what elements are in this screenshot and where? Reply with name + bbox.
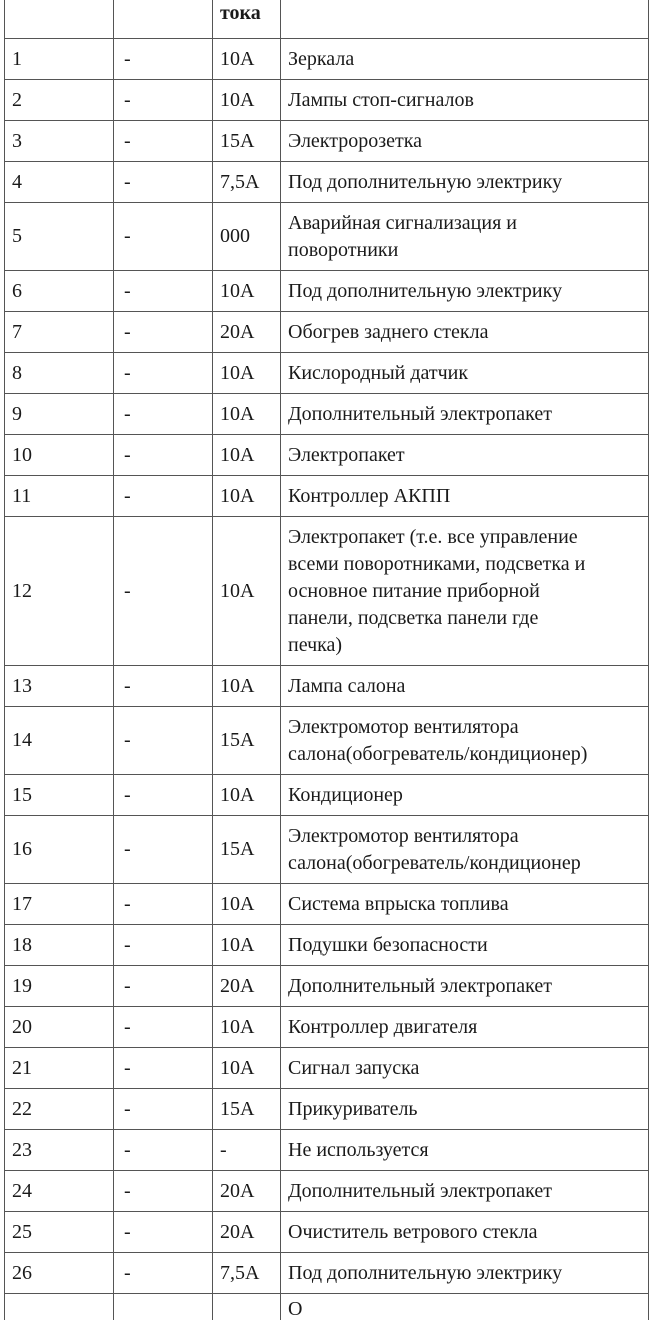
- rating-cell: 20А: [213, 1212, 281, 1253]
- purpose-line: Не используется: [288, 1138, 429, 1161]
- purpose-cell: [281, 162, 649, 203]
- rating-cell: 10А: [213, 476, 281, 517]
- fuse-number-cell: 25: [5, 1212, 114, 1253]
- purpose-cell: [281, 271, 649, 312]
- purpose-cell: [281, 476, 649, 517]
- table-row: [5, 517, 649, 666]
- purpose-line: Дополнительный электропакет: [288, 1179, 552, 1202]
- terminal-cell: -: [114, 925, 213, 966]
- terminal-cell: -: [114, 1048, 213, 1089]
- table-row: [5, 121, 649, 162]
- purpose-line: Электромотор вентилятора: [288, 824, 519, 847]
- purpose-line: Под дополнительную электрику: [288, 170, 563, 193]
- table-row: [5, 1212, 649, 1253]
- fuse-number-cell: 15: [5, 775, 114, 816]
- table-row: [5, 1048, 649, 1089]
- terminal-cell: -: [114, 1007, 213, 1048]
- purpose-cell: [281, 925, 649, 966]
- purpose-line: всеми поворотниками, подсветка и: [288, 552, 586, 575]
- terminal-cell: -: [114, 775, 213, 816]
- purpose-line: Электропакет (т.е. все управление: [288, 525, 578, 548]
- rating-cell: 20А: [213, 312, 281, 353]
- rating-cell: 10А: [213, 80, 281, 121]
- purpose-line: Система впрыска топлива: [288, 892, 509, 915]
- purpose-cell: [281, 39, 649, 80]
- fuse-number-cell: 11: [5, 476, 114, 517]
- table-row: [5, 1007, 649, 1048]
- purpose-cell: [281, 517, 649, 666]
- purpose-cell: [281, 775, 649, 816]
- rating-cell: [213, 1294, 281, 1320]
- fuse-number-cell: 19: [5, 966, 114, 1007]
- rating-cell: 10А: [213, 435, 281, 476]
- purpose-cell: [281, 121, 649, 162]
- purpose-line: Обогрев заднего стекла: [288, 320, 489, 343]
- rating-cell: 10А: [213, 1048, 281, 1089]
- table-row: [5, 1089, 649, 1130]
- fuse-number-cell: 4: [5, 162, 114, 203]
- purpose-line: Электропакет: [288, 443, 405, 466]
- terminal-cell: -: [114, 353, 213, 394]
- purpose-line: Дополнительный электропакет: [288, 974, 552, 997]
- table-row: [5, 884, 649, 925]
- fuse-table-body: [5, 39, 649, 1320]
- purpose-cell: [281, 435, 649, 476]
- purpose-line: салона(обогреватель/кондиционер): [288, 742, 588, 765]
- table-row: [5, 666, 649, 707]
- purpose-line: Подушки безопасности: [288, 933, 488, 956]
- header-current: тока: [213, 0, 281, 39]
- purpose-cell: [281, 1130, 649, 1171]
- table-row: [5, 312, 649, 353]
- purpose-cell: [281, 1171, 649, 1212]
- table-row: [5, 162, 649, 203]
- purpose-line: Электромотор вентилятора: [288, 715, 519, 738]
- purpose-cell: [281, 884, 649, 925]
- fuse-number-cell: 1: [5, 39, 114, 80]
- rating-cell: 15А: [213, 707, 281, 775]
- table-row: [5, 271, 649, 312]
- purpose-cell: [281, 353, 649, 394]
- rating-cell: -: [213, 1130, 281, 1171]
- rating-cell: 10А: [213, 925, 281, 966]
- fuse-number-cell: 10: [5, 435, 114, 476]
- terminal-cell: -: [114, 816, 213, 884]
- fuse-number-cell: 3: [5, 121, 114, 162]
- header-purpose: [281, 0, 649, 39]
- rating-cell: 10А: [213, 884, 281, 925]
- purpose-cell: [281, 1007, 649, 1048]
- fuse-number-cell: 17: [5, 884, 114, 925]
- purpose-cell: [281, 1253, 649, 1294]
- terminal-cell: -: [114, 39, 213, 80]
- table-row: [5, 775, 649, 816]
- purpose-cell: [281, 966, 649, 1007]
- purpose-line: Контроллер двигателя: [288, 1015, 478, 1038]
- fuse-number-cell: 7: [5, 312, 114, 353]
- terminal-cell: -: [114, 435, 213, 476]
- fuse-number-cell: 16: [5, 816, 114, 884]
- terminal-cell: -: [114, 476, 213, 517]
- rating-cell: 000: [213, 203, 281, 271]
- header-terminal: [114, 0, 213, 39]
- purpose-line: Аварийная сигнализация и: [288, 211, 517, 234]
- purpose-cell: [281, 816, 649, 884]
- table-row: [5, 394, 649, 435]
- terminal-cell: -: [114, 312, 213, 353]
- rating-cell: 15А: [213, 1089, 281, 1130]
- purpose-line: поворотники: [288, 238, 399, 261]
- purpose-cell: [281, 203, 649, 271]
- header-fuse: [5, 0, 114, 39]
- purpose-cell: [281, 1212, 649, 1253]
- terminal-cell: -: [114, 884, 213, 925]
- rating-cell: 15А: [213, 816, 281, 884]
- terminal-cell: -: [114, 203, 213, 271]
- fuse-number-cell: 14: [5, 707, 114, 775]
- purpose-cell: [281, 1089, 649, 1130]
- purpose-cell: [281, 1294, 649, 1320]
- table-row: [5, 966, 649, 1007]
- table-row: [5, 435, 649, 476]
- fuse-number-cell: 5: [5, 203, 114, 271]
- table-header-row: [5, 0, 649, 39]
- terminal-cell: -: [114, 1130, 213, 1171]
- fuse-number-cell: 6: [5, 271, 114, 312]
- fuse-number-cell: 12: [5, 517, 114, 666]
- table-row: [5, 1171, 649, 1212]
- fuse-number-cell: 22: [5, 1089, 114, 1130]
- rating-cell: 10А: [213, 666, 281, 707]
- purpose-line: Лампы стоп-сигналов: [288, 88, 474, 111]
- rating-cell: 10А: [213, 775, 281, 816]
- table-row: [5, 476, 649, 517]
- rating-cell: 15А: [213, 121, 281, 162]
- rating-cell: 7,5А: [213, 1253, 281, 1294]
- fuse-table: [4, 0, 649, 1320]
- purpose-cell: [281, 80, 649, 121]
- table-row: [5, 1294, 649, 1320]
- purpose-line: основное питание приборной: [288, 579, 540, 602]
- purpose-cell: [281, 666, 649, 707]
- purpose-cell: [281, 1048, 649, 1089]
- table-row: [5, 925, 649, 966]
- purpose-line: Электророзетка: [288, 129, 423, 152]
- terminal-cell: -: [114, 1253, 213, 1294]
- terminal-cell: -: [114, 394, 213, 435]
- rating-cell: 7,5А: [213, 162, 281, 203]
- rating-cell: 20А: [213, 966, 281, 1007]
- fuse-number-cell: 24: [5, 1171, 114, 1212]
- fuse-number-cell: 2: [5, 80, 114, 121]
- terminal-cell: -: [114, 707, 213, 775]
- fuse-number-cell: 26: [5, 1253, 114, 1294]
- fuse-number-cell: 23: [5, 1130, 114, 1171]
- purpose-line: Лампа салона: [288, 674, 406, 697]
- purpose-line: салона(обогреватель/кондиционер: [288, 851, 581, 874]
- fuse-number-cell: 13: [5, 666, 114, 707]
- purpose-line: Сигнал запуска: [288, 1056, 420, 1079]
- terminal-cell: -: [114, 517, 213, 666]
- terminal-cell: -: [114, 1089, 213, 1130]
- purpose-line: печка): [288, 633, 343, 656]
- terminal-cell: -: [114, 666, 213, 707]
- terminal-cell: -: [114, 80, 213, 121]
- purpose-line: Контроллер АКПП: [288, 484, 451, 507]
- purpose-cell: [281, 707, 649, 775]
- terminal-cell: -: [114, 271, 213, 312]
- fuse-number-cell: [5, 1294, 114, 1320]
- rating-cell: 10А: [213, 271, 281, 312]
- table-row: [5, 1130, 649, 1171]
- terminal-cell: -: [114, 1171, 213, 1212]
- table-row: [5, 816, 649, 884]
- table-row: [5, 203, 649, 271]
- fuse-number-cell: 18: [5, 925, 114, 966]
- fuse-number-cell: 8: [5, 353, 114, 394]
- purpose-line: О: [288, 1298, 303, 1320]
- fuse-number-cell: 21: [5, 1048, 114, 1089]
- table-row: [5, 1253, 649, 1294]
- purpose-line: Дополнительный электропакет: [288, 402, 552, 425]
- table-row: [5, 707, 649, 775]
- terminal-cell: -: [114, 121, 213, 162]
- purpose-cell: [281, 394, 649, 435]
- purpose-line: Под дополнительную электрику: [288, 279, 563, 302]
- purpose-line: Прикуриватель: [288, 1097, 418, 1120]
- table-row: [5, 39, 649, 80]
- rating-cell: 10А: [213, 394, 281, 435]
- purpose-line: Кондиционер: [288, 783, 403, 806]
- rating-cell: 10А: [213, 1007, 281, 1048]
- rating-cell: 10А: [213, 353, 281, 394]
- purpose-cell: [281, 312, 649, 353]
- terminal-cell: -: [114, 162, 213, 203]
- rating-cell: 10А: [213, 39, 281, 80]
- purpose-line: Под дополнительную электрику: [288, 1261, 563, 1284]
- purpose-line: Очиститель ветрового стекла: [288, 1220, 538, 1243]
- table-row: [5, 80, 649, 121]
- rating-cell: 20А: [213, 1171, 281, 1212]
- fuse-number-cell: 20: [5, 1007, 114, 1048]
- fuse-number-cell: 9: [5, 394, 114, 435]
- rating-cell: 10А: [213, 517, 281, 666]
- terminal-cell: [114, 1294, 213, 1320]
- purpose-line: Кислородный датчик: [288, 361, 469, 384]
- table-row: [5, 353, 649, 394]
- terminal-cell: -: [114, 1212, 213, 1253]
- purpose-line: панели, подсветка панели где: [288, 606, 539, 629]
- purpose-line: Зеркала: [288, 47, 355, 70]
- terminal-cell: -: [114, 966, 213, 1007]
